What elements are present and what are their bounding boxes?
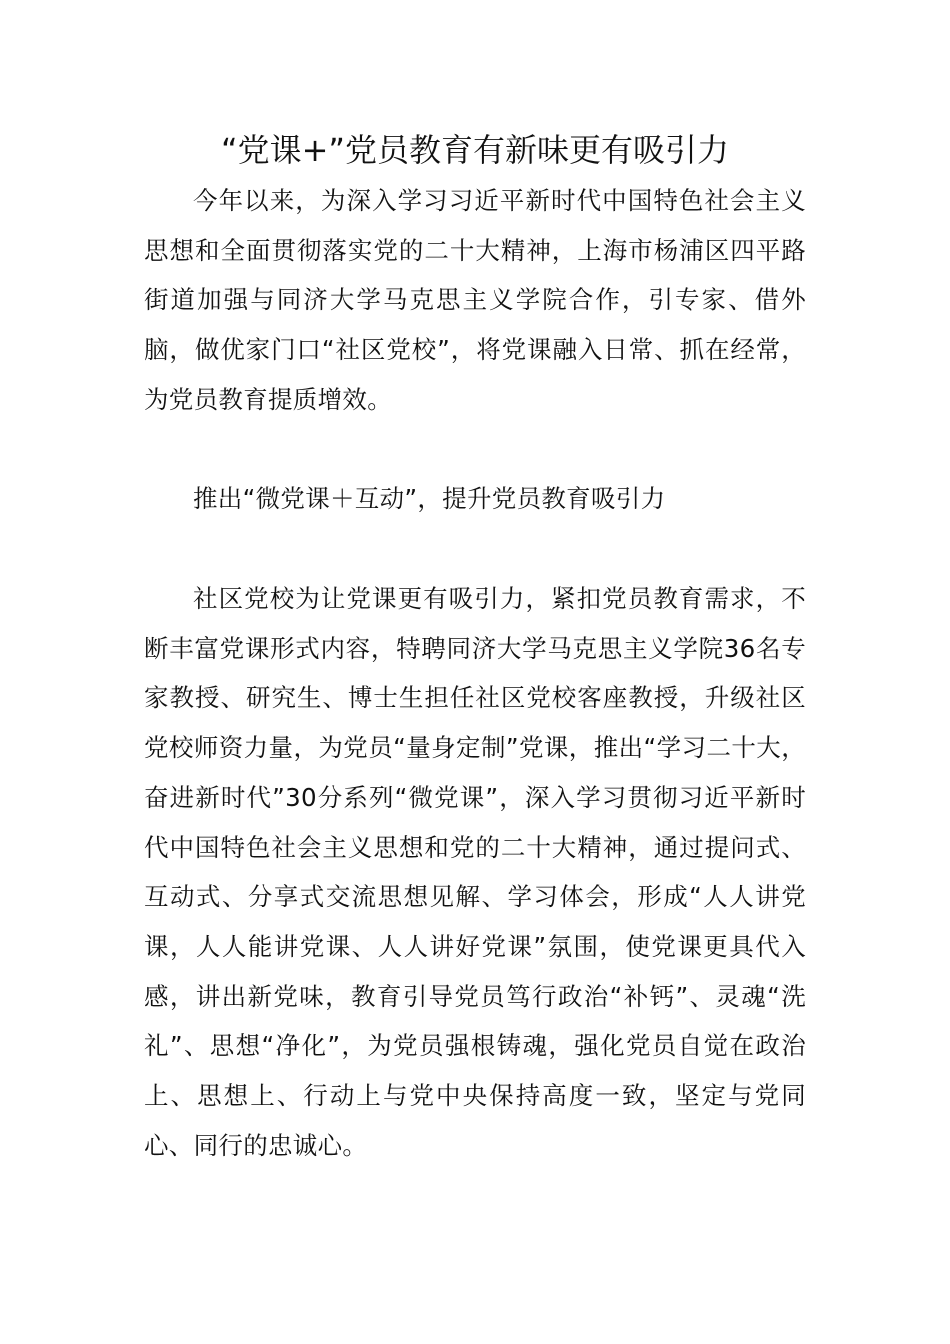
section-body-paragraph: 社区党校为让党课更有吸引力，紧扣党员教育需求，不断丰富党课形式内容，特聘同济大学马克思主义学院36名专家教授、研究生、博士生担任社区党校客座教授，升级社区党校师资力量，为党员“量身定制”党课，推出“学习二十大，奋进新时代”30分系列“微党课”，深入学习贯彻习近平新时代中国特色社会主义思想和党的二十大精神，通过提问式、互动式、分享式交流思想见解、学习体会，形成“人人讲党课，人人能讲党课、人人讲好党课”氛围，使党课更具代入感，讲出新党味，教育引导党员笃行政治“补钙”、灵魂“洗礼”、思想“净化”，为党员强根铸魂，强化党员自觉在政治上、思想上、行动上与党中央保持高度一致，坚定与党同心、同行的忠诚心。 [144, 584, 806, 1160]
section-heading: 推出“微党课＋互动”，提升党员教育吸引力 [193, 484, 666, 513]
intro-paragraph: 今年以来，为深入学习习近平新时代中国特色社会主义思想和全面贯彻落实党的二十大精神，上海市杨浦区四平路街道加强与同济大学马克思主义学院合作，引专家、借外脑，做优家门口“社区党校”，将党课融入日常、抓在经常，为党员教育提质增效。 [144, 186, 806, 414]
document-title: “党课+”党员教育有新味更有吸引力 [221, 131, 729, 169]
